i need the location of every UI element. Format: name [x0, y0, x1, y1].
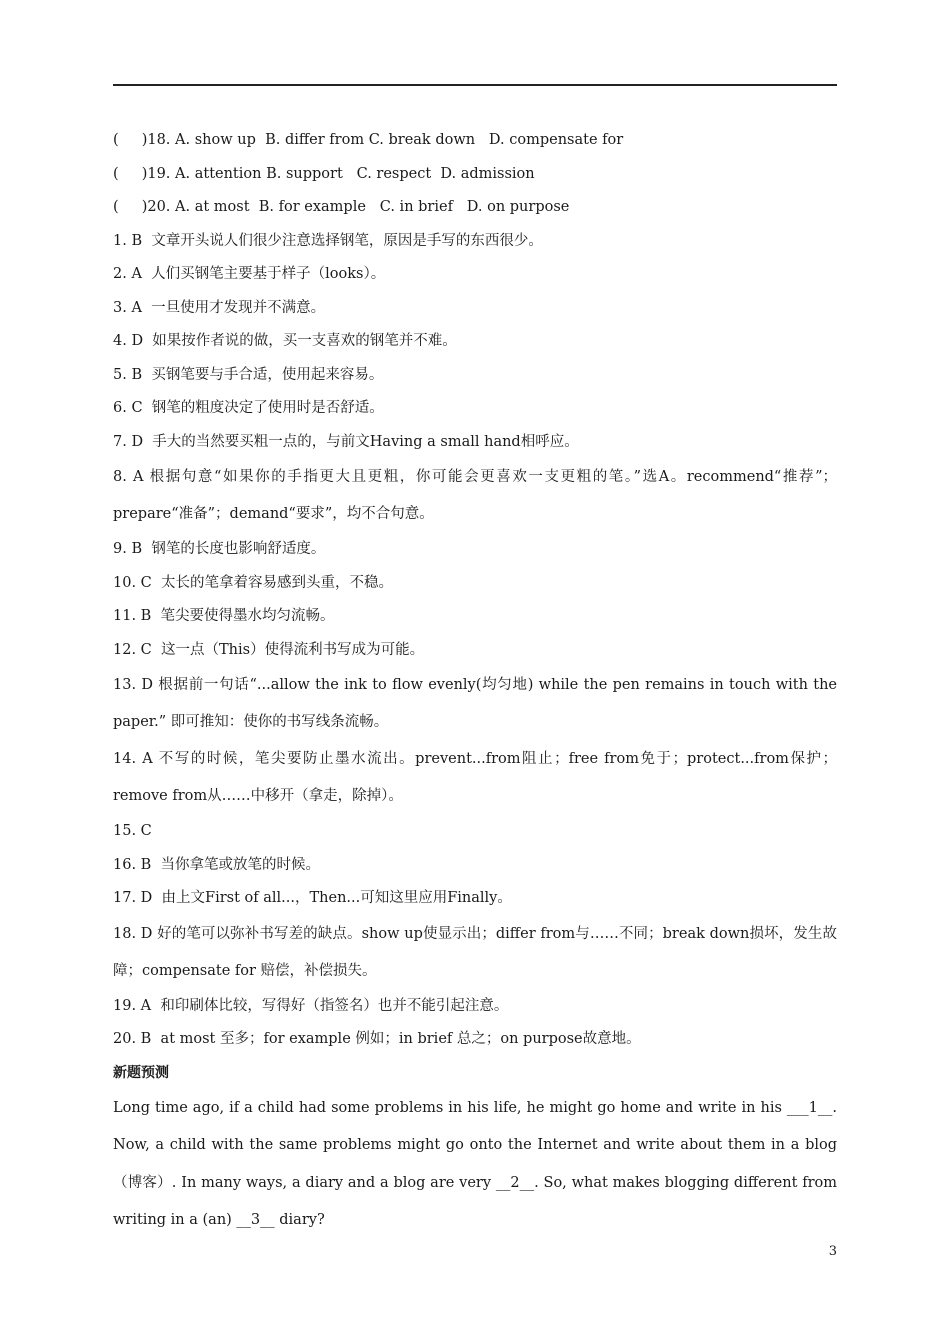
answer-15: 15. C [113, 823, 152, 839]
answer-4: 4. D 如果按作者说的做，买一支喜欢的钢笔并不难。 [113, 333, 457, 349]
answer-5: 5. B 买钢笔要与手合适，使用起来容易。 [113, 366, 384, 383]
section-title: 新题预测 [113, 1064, 169, 1081]
answer-8: 8. A 根据句意“如果你的手指更大且更粗，你可能会更喜欢一支更粗的笔。”选A。recommend“推荐”；prepare“准备”；demand“要求”，均不合句意。 [113, 469, 837, 522]
answer-20: 20. B at most 至多；for example 例如；in brief 总之；on purpose故意地。 [113, 1031, 641, 1047]
answer-3: 3. A 一旦使用才发现并不满意。 [113, 299, 326, 316]
document-body [113, 124, 837, 1240]
choice-line-20: ( )20. A. at most B. for example C. in brief D. on purpose [113, 199, 570, 215]
answer-9: 9. B 钢笔的长度也影响舒适度。 [113, 541, 326, 557]
answer-7: 7. D 手大的当然要买粗一点的，与前文Having a small hand相呼应。 [113, 433, 579, 450]
page-number: 3 [828, 1244, 837, 1259]
answer-13: 13. D 根据前一句话“...allow the ink to flow evenly(均匀地) while the pen remains in touch with the paper.” 即可推知：使你的书写线条流畅。 [113, 677, 837, 730]
answer-18: 18. D 好的笔可以弥补书写差的缺点。show up使显示出；differ from与……不同；break down损坏，发生故障；compensate for 赔偿，补偿损失。 [113, 925, 837, 979]
answer-2: 2. A 人们买钢笔主要基于样子（looks）。 [113, 266, 386, 282]
choice-line-19: ( )19. A. attention B. support C. respect D. admission [113, 165, 535, 182]
choice-line-18: ( )18. A. show up B. differ from C. break down D. compensate for [113, 132, 624, 148]
answer-10: 10. C 太长的笔拿着容易感到头重，不稳。 [113, 574, 393, 591]
reading-passage: Long time ago, if a child had some problems in his life, he might go home and write in his ___1__. Now, a child with the same problems might go onto the Internet and write about them in a blog（博客）. In many ways, a diary and a blog are very __2__. So, what makes blogging different from writing in a (an) __3__ diary? [113, 1099, 837, 1228]
header-rule [113, 84, 837, 86]
answer-11: 11. B 笔尖要使得墨水均匀流畅。 [113, 608, 335, 624]
answer-16: 16. B 当你拿笔或放笔的时候。 [113, 856, 321, 873]
answer-14: 14. A 不写的时候，笔尖要防止墨水流出。prevent...from阻止；free from免于；protect...from保护；remove from从……中移开（拿走，除掉）。 [113, 751, 837, 804]
answer-19: 19. A 和印刷体比较，写得好（指签名）也并不能引起注意。 [113, 997, 509, 1014]
answer-17: 17. D 由上文First of all...，Then...可知这里应用Finally。 [113, 890, 512, 906]
answer-6: 6. C 钢笔的粗度决定了使用时是否舒适。 [113, 400, 384, 416]
answer-12: 12. C 这一点（This）使得流利书写成为可能。 [113, 641, 425, 658]
answer-1: 1. B 文章开头说人们很少注意选择钢笔，原因是手写的东西很少。 [113, 232, 543, 249]
